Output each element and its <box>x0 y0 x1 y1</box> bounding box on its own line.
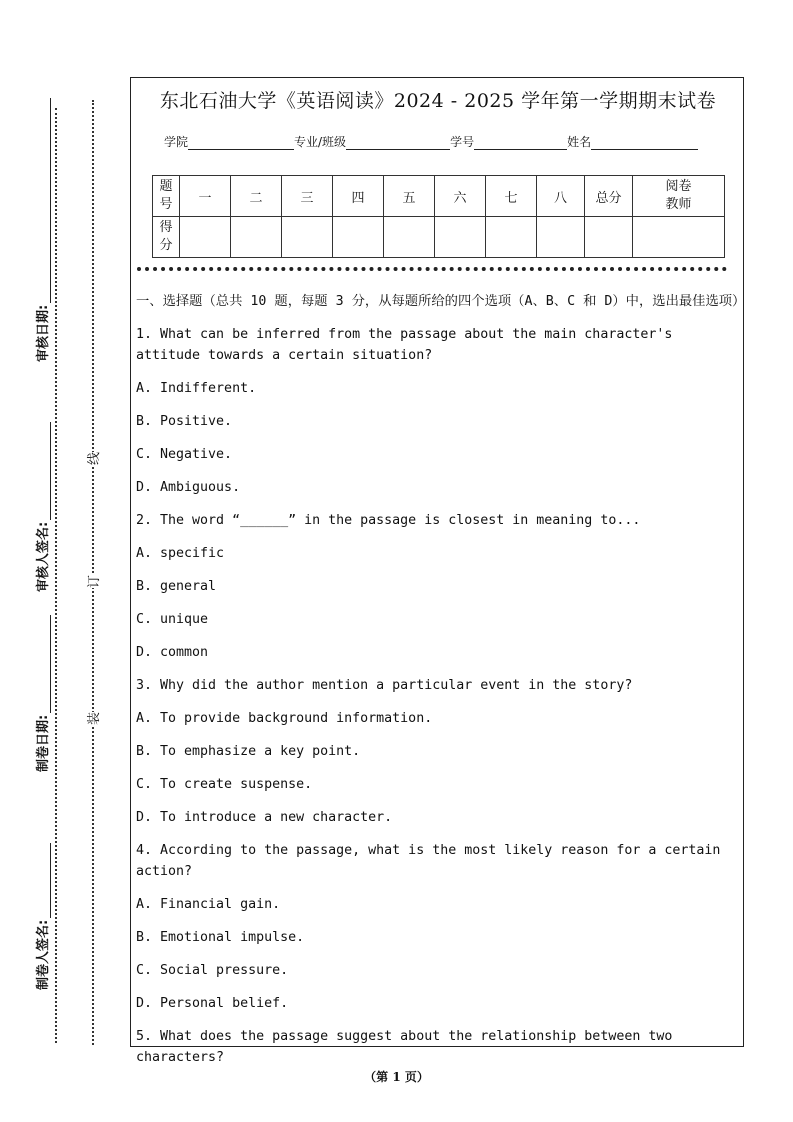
score-cell[interactable] <box>180 217 231 258</box>
option-item[interactable]: C. unique <box>136 612 209 627</box>
score-cell[interactable] <box>231 217 282 258</box>
question-stem-2: 2. The word “______” in the passage is closest in meaning to... <box>136 513 641 528</box>
reviewer-date-label: 审核日期: <box>36 304 51 362</box>
binding-strip <box>0 0 128 1122</box>
col-header-3: 三 <box>282 176 333 217</box>
reviewer-signature-label: 审核人签名: <box>36 521 51 592</box>
maker-date-field <box>32 615 51 772</box>
option-item[interactable]: D. Personal belief. <box>136 996 289 1011</box>
score-cell[interactable] <box>486 217 537 258</box>
maker-signature-blank[interactable] <box>49 843 51 918</box>
option-item[interactable]: C. Social pressure. <box>136 963 289 978</box>
binding-char-bind: 装 <box>81 712 104 725</box>
option-item[interactable]: D. common <box>136 645 209 660</box>
option-item[interactable]: D. Ambiguous. <box>136 480 241 495</box>
option-item[interactable]: A. To provide background information. <box>136 711 433 726</box>
exam-frame <box>130 77 746 1065</box>
name-field[interactable] <box>591 137 698 150</box>
maker-signature-label: 制卷人签名: <box>36 919 51 990</box>
score-table-score-row <box>153 217 725 258</box>
score-cell-grader[interactable] <box>633 217 725 258</box>
binding-char-order: 订 <box>81 575 104 588</box>
major-class-label: 专业/班级 <box>294 135 347 149</box>
question-stem-3: 3. Why did the author mention a particular event in the story? <box>136 678 633 693</box>
score-cell[interactable] <box>384 217 435 258</box>
question-area <box>136 291 746 1080</box>
option-item[interactable]: C. Negative. <box>136 447 233 462</box>
option-item[interactable]: B. Positive. <box>136 414 233 429</box>
dotted-separator <box>137 267 727 271</box>
score-cell[interactable] <box>282 217 333 258</box>
col-header-5: 五 <box>384 176 435 217</box>
col-header-6: 六 <box>435 176 486 217</box>
score-cell[interactable] <box>333 217 384 258</box>
header-row-label: 题号 <box>153 176 180 217</box>
score-table-header-row <box>153 176 725 217</box>
option-item[interactable]: B. Emotional impulse. <box>136 930 305 945</box>
reviewer-signature-field <box>32 422 51 592</box>
exam-title: 东北石油大学《英语阅读》2024 - 2025 学年第一学期期末试卷 <box>159 90 717 112</box>
col-header-4: 四 <box>333 176 384 217</box>
section-heading: 一、选择题（总共 10 题，每题 3 分，从每题所给的四个选项（A、B、C 和 D）中，选出最佳选项） <box>136 294 746 309</box>
student-id-label: 学号 <box>450 135 475 149</box>
option-item[interactable]: A. Indifferent. <box>136 381 257 396</box>
binding-char-line: 线 <box>81 452 104 465</box>
col-header-grader: 阅卷教师 <box>633 176 725 217</box>
score-cell-total[interactable] <box>585 217 633 258</box>
binding-dotted-line-outer <box>55 108 57 1043</box>
col-header-2: 二 <box>231 176 282 217</box>
question-stem-1: 1. What can be inferred from the passage about the main character's attitude towards a certain situation? <box>136 327 673 363</box>
maker-date-label: 制卷日期: <box>36 714 51 772</box>
question-stem-4: 4. According to the passage, what is the most likely reason for a certain action? <box>136 843 721 879</box>
student-id-field[interactable] <box>474 137 567 150</box>
student-info-row <box>164 133 698 150</box>
option-item[interactable]: B. To emphasize a key point. <box>136 744 361 759</box>
option-item[interactable]: A. specific <box>136 546 225 561</box>
option-item[interactable]: B. general <box>136 579 217 594</box>
name-label: 姓名 <box>567 135 592 149</box>
score-cell[interactable] <box>435 217 486 258</box>
college-field[interactable] <box>188 137 294 150</box>
col-header-total: 总分 <box>585 176 633 217</box>
page-number: （第 1 页） <box>364 1070 429 1084</box>
reviewer-signature-blank[interactable] <box>49 422 51 520</box>
question-stem-5: 5. What does the passage suggest about the relationship between two characters? <box>136 1029 673 1065</box>
col-header-7: 七 <box>486 176 537 217</box>
reviewer-date-field <box>32 98 51 362</box>
maker-date-blank[interactable] <box>49 615 51 713</box>
binding-dotted-line-inner <box>92 100 94 1045</box>
col-header-8: 八 <box>537 176 585 217</box>
score-table <box>152 175 725 258</box>
score-cell[interactable] <box>537 217 585 258</box>
score-row-label: 得分 <box>153 217 180 258</box>
option-item[interactable]: C. To create suspense. <box>136 777 313 792</box>
college-label: 学院 <box>164 135 189 149</box>
option-item[interactable]: A. Financial gain. <box>136 897 281 912</box>
maker-signature-field <box>32 843 51 990</box>
col-header-1: 一 <box>180 176 231 217</box>
major-class-field[interactable] <box>346 137 450 150</box>
reviewer-date-blank[interactable] <box>49 98 51 303</box>
option-item[interactable]: D. To introduce a new character. <box>136 810 393 825</box>
